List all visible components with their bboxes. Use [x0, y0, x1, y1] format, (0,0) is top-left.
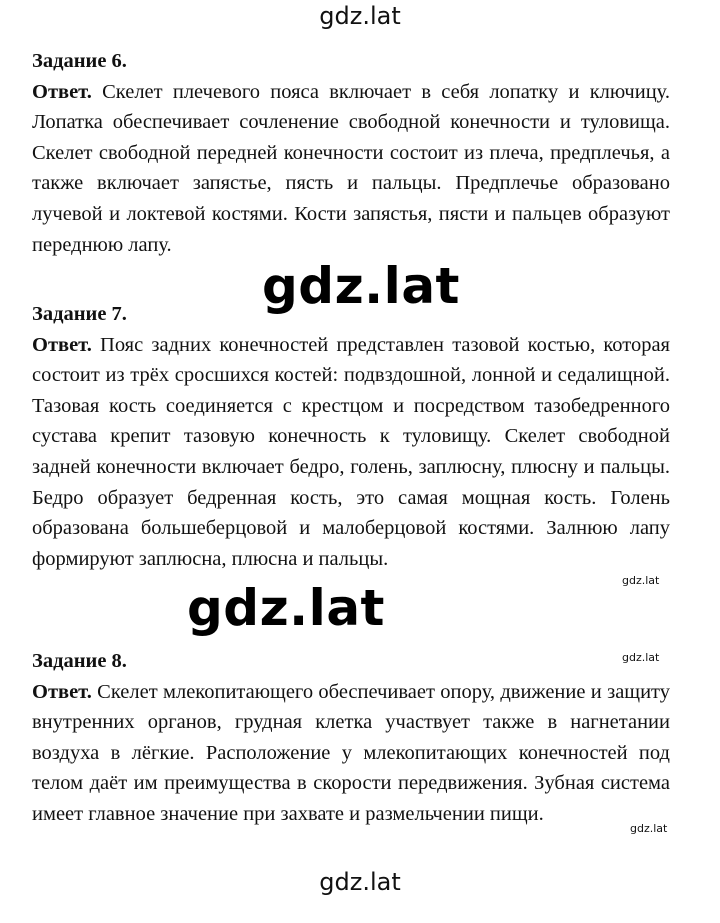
task-answer — [32, 677, 670, 830]
watermark-small: gdz.lat — [622, 651, 660, 664]
task-block-8 — [32, 646, 670, 830]
answer-label: Ответ. — [32, 333, 92, 356]
watermark-large: gdz.lat — [187, 579, 385, 637]
answer-text: Скелет плечевого пояса включает в себя лопатку и ключицу. Лопатка обеспечивает сочленение свободной конечности и туловища. Скелет свободной передней конечности состоит из плеча, предплечья, а также включает запястье, пясть и пальцы. Предплечье образовано лучевой и локтевой костями. Кости запястья, пясти и пальцев образуют переднюю лапу. — [32, 80, 670, 256]
answer-label: Ответ. — [32, 80, 92, 103]
task-answer — [32, 330, 670, 575]
watermark-footer: gdz.lat — [319, 868, 401, 896]
watermark-small: gdz.lat — [622, 574, 660, 587]
answer-label: Ответ. — [32, 680, 92, 703]
task-title: Задание 6. — [32, 50, 127, 72]
task-block-6 — [32, 46, 670, 260]
watermark-large: gdz.lat — [262, 257, 460, 315]
task-block-7 — [32, 299, 670, 574]
task-title: Задание 7. — [32, 303, 127, 325]
answer-text: Скелет млекопитающего обеспечивает опору, движение и защиту внутренних органов, грудная клетка участвует также в нагнетании воздуха в лёгкие. Расположение у млекопитающих конечностей под телом даёт им преимущества в скорости передвижения. Зубная система имеет главное значение при захвате и размельчении пищи. — [32, 680, 670, 825]
watermark-small: gdz.lat — [630, 822, 668, 835]
task-title: Задание 8. — [32, 650, 127, 672]
watermark-header: gdz.lat — [319, 2, 401, 30]
answer-text: Пояс задних конечностей представлен тазовой костью, которая состоит из трёх сросшихся костей: подвздошной, лонной и седалищной. Тазовая кость соединяется с крестцом и посредством тазобедренного сустава крепит тазовую конечность к туловищу. Скелет свободной задней конечности включает бедро, голень, заплюсну, плюсну и пальцы. Бедро образует бедренная кость, это самая мощная кость. Голень образована большеберцовой и малоберцовой костями. Залнюю лапу формируют заплюсна, плюсна и пальцы. — [32, 333, 670, 570]
task-answer — [32, 77, 670, 261]
